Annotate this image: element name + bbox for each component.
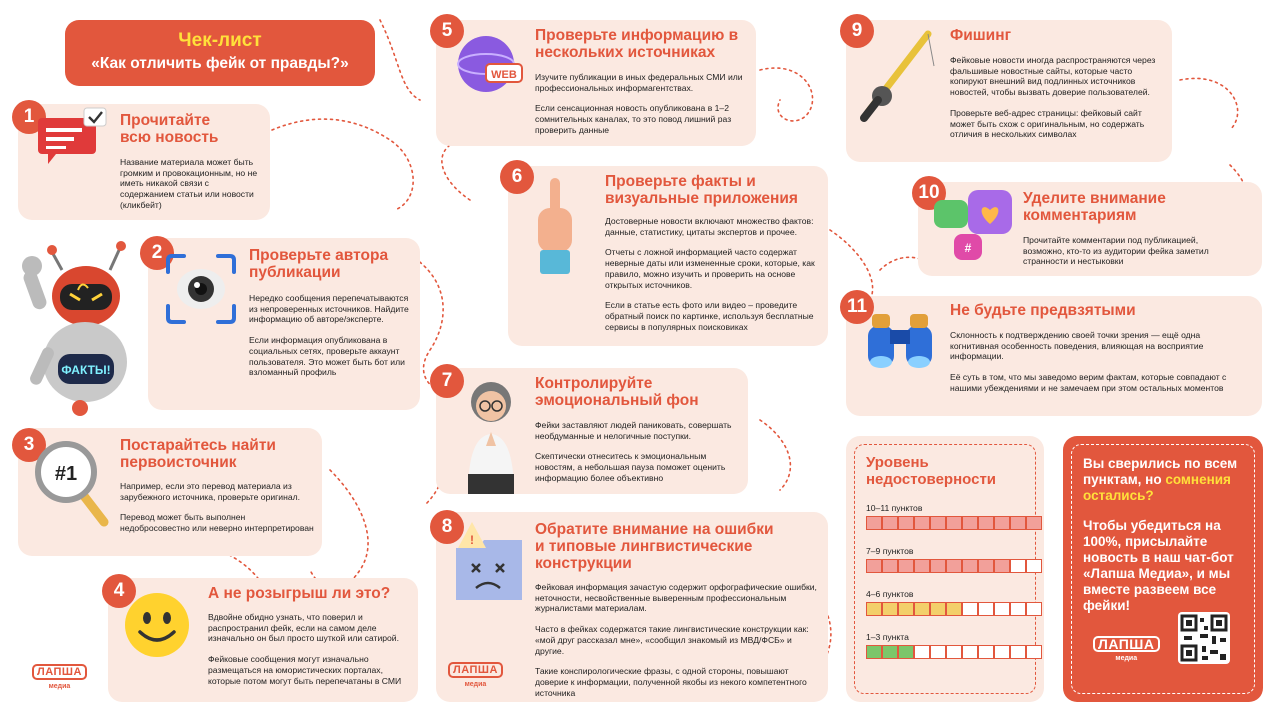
- item-11-para-2: Её суть в том, что мы заведомо верим фактам, которые совпадают с нашими убеждениями и не замечаем при этом остальных моментов: [950, 372, 1227, 393]
- level-cell: [1026, 645, 1042, 659]
- level-cell: [994, 645, 1010, 659]
- level-cell: [946, 645, 962, 659]
- item-title-4: А не розыгрыш ли это?: [208, 585, 391, 602]
- item-text-11: [950, 330, 1250, 404]
- logo-name-3: ЛАПША: [1093, 636, 1160, 652]
- item-11-para-1: Склонность к подтверждению своей точки зрения — ещё одна когнитивная особенность поведения, влияющая на восприятие информации.: [950, 330, 1204, 362]
- level-cell: [946, 602, 962, 616]
- level-bar: [866, 559, 1042, 573]
- item-number-9: 9: [840, 14, 874, 48]
- level-cell: [994, 602, 1010, 616]
- item-number-1: 1: [12, 100, 46, 134]
- item-4-para-2: Фейковые сообщения могут изначально размещаться на юмористических порталах, которые потом могут быть перепечатаны в СМИ: [208, 654, 402, 686]
- level-cell: [914, 559, 930, 573]
- level-cell: [994, 559, 1010, 573]
- level-label-1: 10–11 пунктов: [866, 503, 923, 513]
- level-cell: [978, 645, 994, 659]
- lapsha-logo-cta: [1093, 636, 1160, 664]
- level-cell: [978, 559, 994, 573]
- message-icon: [34, 106, 110, 171]
- cta-question: [1083, 456, 1253, 504]
- item-6-para-3: Если в статье есть фото или видео – проведите обратный поиск по картинке, используя бесплатные сервисы в популярных поисковиках: [605, 300, 814, 332]
- level-cell: [930, 645, 946, 659]
- item-9-para-2: Проверьте веб-адрес страницы: фейковый сайт может быть схож с оригинальным, но содержать отличия в нескольких символах: [950, 107, 1145, 140]
- item-text-8: [535, 582, 820, 708]
- magnifier-text: #1: [54, 463, 78, 485]
- item-number-10: 10: [912, 176, 946, 210]
- robot-icon: [10, 230, 150, 425]
- item-number-7: 7: [430, 364, 464, 398]
- item-text-3: [120, 481, 315, 544]
- item-5-para-2: Если сенсационная новость опубликована в 1–2 сомнительных каналах, то это повод лишний раз проверить данные: [535, 103, 732, 135]
- item-8-para-1: Фейковая информация зачастую содержит орфографические ошибки, неточности, несвойственные выверенным профессиональным журналистами материалам.: [535, 582, 817, 614]
- item-title-5: Проверьте информацию в нескольких источниках: [535, 27, 739, 61]
- item-text-5: [535, 72, 745, 146]
- level-cell: [1026, 516, 1042, 530]
- level-cell: [930, 516, 946, 530]
- level-cell: [930, 602, 946, 616]
- level-cell: [946, 559, 962, 573]
- item-title-8: Обратите внимание на ошибки и типовые лингвистические конструкции: [535, 521, 774, 572]
- item-7-para-1: Фейки заставляют людей паниковать, совершать необдуманные и нелогичные поступки.: [535, 420, 732, 441]
- item-number-6: 6: [500, 160, 534, 194]
- level-cell: [866, 602, 882, 616]
- level-cell: [866, 645, 882, 659]
- cta-card: [1063, 436, 1263, 702]
- level-label-3: 4–6 пунктов: [866, 589, 914, 599]
- web-icon-text: WEB: [491, 69, 517, 81]
- level-cell: [978, 516, 994, 530]
- cta-line1: Вы сверились по всем пунктам, но: [1083, 456, 1238, 487]
- item-title-7: Контролируйте эмоциональный фон: [535, 375, 699, 409]
- level-bar: [866, 645, 1042, 659]
- level-title: Уровень недостоверности: [866, 454, 997, 488]
- level-cell: [898, 559, 914, 573]
- robot-screen-text: ФАКТЫ!: [61, 363, 111, 377]
- item-6-para-1: Достоверные новости включают множество фактов: данные, статистику, цитаты экспертов и прочее.: [605, 216, 814, 237]
- item-text-1: [120, 157, 265, 221]
- header-subtitle: «Как отличить фейк от правды?»: [91, 55, 349, 72]
- level-bar: [866, 516, 1042, 530]
- magnifier-icon: [32, 438, 112, 533]
- item-10-para-1: Прочитайте комментарии под публикацией, возможно, кто-то из аудитории фейка заметил странности и нестыковки: [1023, 235, 1209, 267]
- level-cell: [946, 516, 962, 530]
- qr-code[interactable]: [1178, 612, 1230, 664]
- item-title-6: Проверьте факты и визуальные приложения: [605, 173, 798, 207]
- level-cell: [962, 645, 978, 659]
- level-cell: [1010, 516, 1026, 530]
- item-title-10: Уделите внимание комментариям: [1023, 190, 1166, 224]
- item-number-4: 4: [102, 574, 136, 608]
- item-text-6: [605, 216, 823, 342]
- header-title: Чек-лист: [178, 30, 262, 51]
- sad-folder-icon: [452, 520, 526, 615]
- level-cell: [962, 602, 978, 616]
- logo-sub-2: медиа: [464, 681, 487, 688]
- item-title-11: Не будьте предвзятыми: [950, 302, 1136, 319]
- logo-sub: медиа: [48, 683, 71, 690]
- item-text-9: [950, 55, 1162, 150]
- item-6-para-2: Отчеты с ложной информацией часто содержат неверные даты или измененные сроки, которые, как правило, можно изучить и проверить на основе открытых источников.: [605, 247, 815, 290]
- logo-name: ЛАПША: [32, 664, 87, 680]
- item-number-5: 5: [430, 14, 464, 48]
- level-cell: [898, 645, 914, 659]
- item-2-para-2: Если информация опубликована в социальных сетях, проверьте аккаунт пользователя. Это может быть бот или взломанный профиль: [249, 335, 405, 378]
- item-number-3: 3: [12, 428, 46, 462]
- item-8-para-3: Такие конспирологические фразы, с одной стороны, повышают доверие к информации, полученной якобы из некого компетентного источника: [535, 666, 807, 698]
- pointing-hand-icon: [530, 178, 580, 283]
- level-cell: [914, 645, 930, 659]
- item-7-para-2: Скептически отнеситесь к эмоциональным новостям, а небольшая пауза поможет оценить информацию более объективно: [535, 451, 726, 483]
- level-cell: [882, 559, 898, 573]
- level-cell: [962, 516, 978, 530]
- item-text-2: [249, 293, 409, 388]
- checklist-header: [65, 20, 375, 86]
- reactions-icon: [932, 186, 1018, 271]
- item-text-7: [535, 420, 740, 494]
- item-text-10: [1023, 235, 1238, 277]
- level-cell: [898, 602, 914, 616]
- level-cell: [882, 645, 898, 659]
- item-1-para-1: Название материала может быть громким и провокационным, но не иметь никакой связи с содержанием статьи или новости (кликбейт): [120, 157, 258, 210]
- cta-call: [1083, 518, 1253, 614]
- lapsha-logo-left: [32, 664, 87, 692]
- level-cell: [1010, 559, 1026, 573]
- level-cell: [978, 602, 994, 616]
- item-4-para-1: Вдвойне обидно узнать, что поверил и распространил фейк, если на самом деле изначально он был просто шуткой или сатирой.: [208, 612, 399, 644]
- level-cell: [1026, 602, 1042, 616]
- binoculars-icon: [862, 306, 938, 377]
- level-cell: [914, 516, 930, 530]
- web-icon: [450, 30, 526, 105]
- item-title-9: Фишинг: [950, 27, 1012, 44]
- level-cell: [882, 516, 898, 530]
- item-8-para-2: Часто в фейках содержатся такие лингвистические конструкции как: «мой друг рассказал мне», «сообщил знакомый из МВД/ФСБ» и другие.: [535, 624, 809, 656]
- level-cell: [962, 559, 978, 573]
- level-cell: [866, 516, 882, 530]
- cta-line2b: , присылайте новость в наш чат-бот «Лапша Медиа», и мы вместе развеем все фейки!: [1083, 534, 1234, 613]
- level-cell: [898, 516, 914, 530]
- level-label-4: 1–3 пункта: [866, 632, 909, 642]
- cta-line2-highlight: 100%: [1083, 534, 1118, 549]
- item-number-8: 8: [430, 510, 464, 544]
- level-cell: [914, 602, 930, 616]
- item-title-1: Прочитайте всю новость: [120, 112, 219, 146]
- logo-sub-3: медиа: [1115, 655, 1138, 662]
- level-bar: [866, 602, 1042, 616]
- fishing-rod-icon: [856, 26, 940, 131]
- level-cell: [882, 602, 898, 616]
- logo-name-2: ЛАПША: [448, 662, 503, 678]
- unreliability-level-card: [846, 436, 1044, 702]
- eye-scan-icon: [162, 250, 240, 333]
- svg-text:#: #: [964, 241, 972, 255]
- cta-line1-highlight: сомнения остались?: [1083, 472, 1231, 503]
- item-title-2: Проверьте автора публикации: [249, 247, 389, 281]
- smiley-icon: [122, 590, 192, 665]
- level-label-2: 7–9 пунктов: [866, 546, 914, 556]
- item-5-para-1: Изучите публикации в иных федеральных СМИ или профессиональных информагентствах.: [535, 72, 743, 93]
- level-cell: [994, 516, 1010, 530]
- item-text-4: [208, 612, 413, 696]
- item-number-11: 11: [840, 290, 874, 324]
- lapsha-logo-middle: [448, 662, 503, 690]
- level-cell: [930, 559, 946, 573]
- item-2-para-1: Нередко сообщения перепечатываются из непроверенных источников. Найдите информацию об авторе/эксперте.: [249, 293, 409, 325]
- cta-line2a: Чтобы убедиться на: [1083, 518, 1221, 533]
- item-3-para-2: Перевод может быть выполнен недобросовестно или неверно интерпретирован: [120, 512, 314, 534]
- level-cell: [1010, 602, 1026, 616]
- level-cell: [1010, 645, 1026, 659]
- item-9-para-1: Фейковые новости иногда распространяются через фальшивые новостные сайты, которые часто копируют внешний вид подлинных источников новостей, чтобы вызвать доверие пользователей.: [950, 55, 1156, 98]
- level-cell: [1026, 559, 1042, 573]
- item-title-3: Постарайтесь найти первоисточник: [120, 437, 276, 471]
- item-3-para-1: Например, если это перевод материала из зарубежного источника, проверьте оригинал.: [120, 481, 301, 502]
- svg-text:!: !: [470, 533, 474, 547]
- item-number-2: 2: [140, 236, 174, 270]
- level-cell: [866, 559, 882, 573]
- calm-person-icon: [458, 376, 524, 499]
